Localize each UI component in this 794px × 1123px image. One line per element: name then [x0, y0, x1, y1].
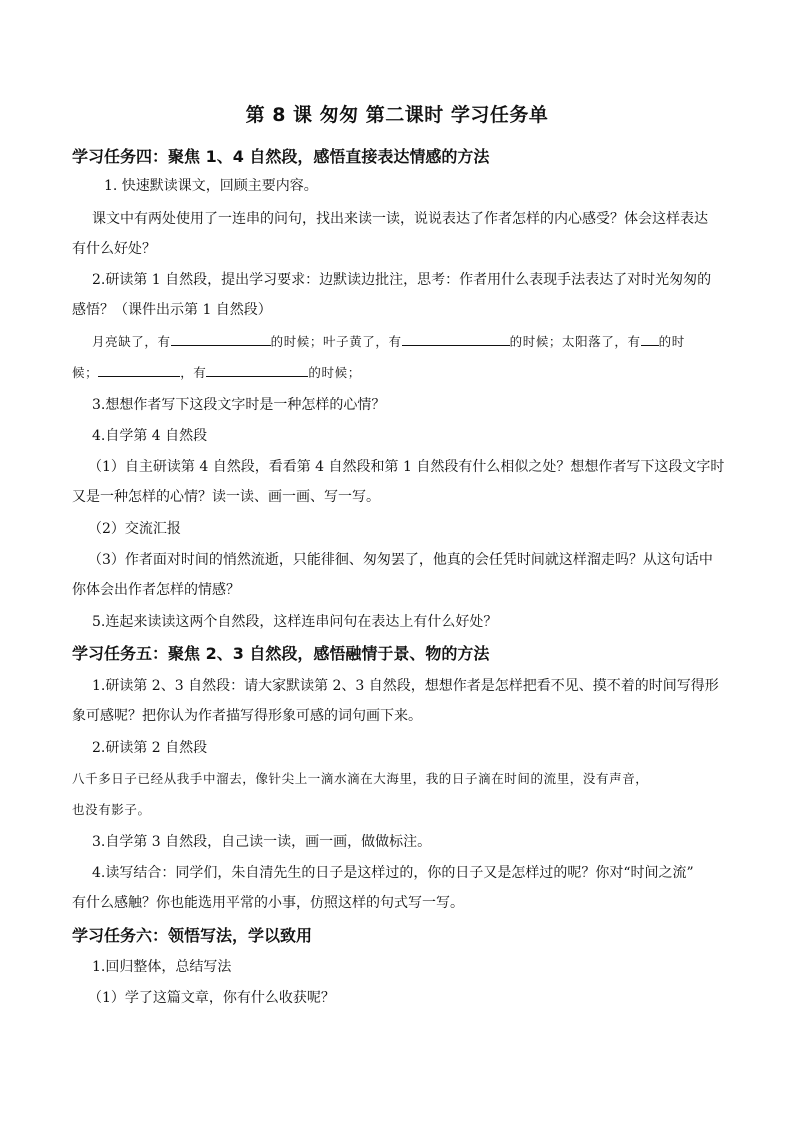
fill-blank-text: 月亮缺了，有 — [92, 334, 171, 349]
task4-item5: 5.连起来读读这两个自然段，这样连串问句在表达上有什么好处？ — [92, 614, 498, 630]
quote-line2: 也没有影子。 — [72, 802, 151, 817]
fill-blank-underline[interactable] — [98, 362, 180, 377]
fill-blank-underline[interactable] — [171, 331, 271, 346]
task4-item3: 3.想想作者写下这段文字时是一种怎样的心情？ — [92, 397, 386, 413]
task4-item4-sub1-line1: （1）自主研读第 4 自然段，看看第 4 自然段和第 1 自然段有什么相似之处？想想作者写下这段文字时 — [88, 459, 725, 475]
task4-item2-line1: 2.研读第 1 自然段，提出学习要求：边默读边批注，思考：作者用什么表现手法表达了对时光匆匆的 — [92, 272, 712, 288]
task5-item4-line1: 4.读写结合：同学们，朱自清先生的日子是这样过的，你的日子又是怎样过的呢？你对“时间之流” — [92, 865, 694, 881]
task5-heading: 学习任务五：聚焦 2、3 自然段，感悟融情于景、物的方法 — [72, 644, 490, 663]
fill-blank-text: 的时候；太阳落了，有 — [509, 334, 641, 349]
task4-heading: 学习任务四：聚焦 1、4 自然段，感悟直接表达情感的方法 — [72, 147, 490, 166]
fill-blank-underline[interactable] — [206, 362, 308, 377]
page-title: 第 8 课 匆匆 第二课时 学习任务单 — [245, 104, 549, 126]
task4-item4-sub3-line1: （3）作者面对时间的悄然流逝，只能徘徊、匆匆罢了，他真的会任凭时间就这样溜走吗？从这句话中 — [88, 552, 713, 568]
task5-item1-line1: 1.研读第 2、3 自然段：请大家默读第 2、3 自然段，想想作者是怎样把看不见、摸不着的时间写得形 — [92, 678, 719, 694]
fill-blank-text: 的时 — [658, 334, 685, 349]
fill-blank-underline[interactable] — [641, 331, 659, 346]
task5-item1-line2: 象可感呢？把你认为作者描写得形象可感的词句画下来。 — [72, 708, 422, 724]
fill-blank-line1 — [92, 327, 744, 357]
task4-item1-text-line1: 课文中有两处使用了一连串的问句，找出来读一读，说说表达了作者怎样的内心感受？体会这样表达 — [92, 211, 708, 227]
task6-heading: 学习任务六：领悟写法，学以致用 — [72, 926, 313, 945]
fill-blank-text: 候； — [72, 365, 99, 380]
task4-item4-sub3-line2: 你体会出作者怎样的情感？ — [72, 582, 240, 598]
fill-blank-text: ，有 — [180, 365, 207, 380]
task6-item1: 1.回归整体，总结写法 — [92, 959, 232, 975]
fill-blank-underline[interactable] — [402, 331, 510, 346]
task4-item4-sub1-line2: 又是一种怎样的心情？读一读、画一画、写一写。 — [72, 489, 380, 505]
task5-item3: 3.自学第 3 自然段，自己读一读，画一画，做做标注。 — [92, 834, 432, 850]
task6-item1-sub1: （1）学了这篇文章，你有什么收获呢？ — [88, 990, 335, 1006]
task4-item4: 4.自学第 4 自然段 — [92, 428, 208, 444]
task5-item4-line2: 有什么感触？你也能选用平常的小事，仿照这样的句式写一写。 — [72, 895, 464, 911]
task5-item2: 2.研读第 2 自然段 — [92, 740, 208, 756]
fill-blank-text: 的时候； — [308, 365, 361, 380]
task4-item4-sub2: （2）交流汇报 — [88, 521, 181, 537]
quote-line1: 八千多日子已经从我手中溜去，像针尖上一滴水滴在大海里，我的日子滴在时间的流里，没有声音， — [72, 771, 649, 786]
fill-blank-line2 — [72, 358, 724, 388]
fill-blank-text: 的时候；叶子黄了，有 — [270, 334, 402, 349]
task4-item2-line2: 感悟？（课件出示第 1 自然段） — [72, 302, 272, 318]
task4-item1: 1. 快速默读课文，回顾主要内容。 — [104, 178, 318, 194]
task4-item1-text-line2: 有什么好处？ — [72, 241, 156, 257]
